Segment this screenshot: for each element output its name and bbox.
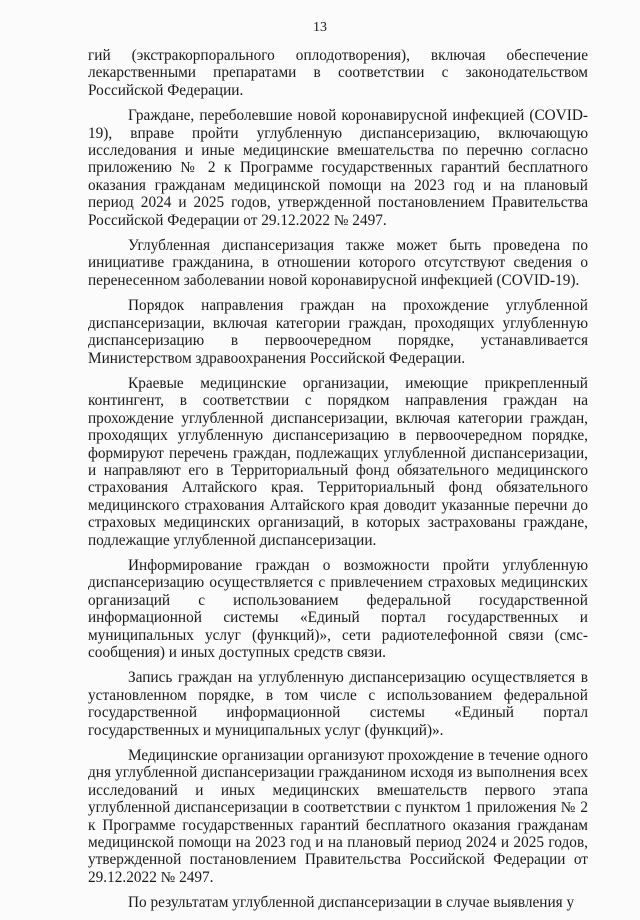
paragraph: Углубленная диспансеризация также может быть проведена по инициативе гражданина, в отношении которого отсутствуют сведения о перенесенном заболевании новой коронавирусной инфекцией (COVID-19). (88, 237, 588, 289)
paragraph: Порядок направления граждан на прохождение углубленной диспансеризации, включая категории граждан, проходящих углубленную диспансеризацию в первоочередном порядке, устанавливается Министерством здравоохранения Российской Федерации. (88, 297, 588, 367)
paragraph: Медицинские организации организуют прохождение в течение одного дня углубленной диспансеризации гражданином исходя из выполнения всех исследований и иных медицинских вмешательств первого этапа углубленной диспансеризации в соответствии с пунктом 1 приложения № 2 к Программе государственных гарантий бесплатного оказания гражданам медицинской помощи на 2023 год и на плановый период 2024 и 2025 годов, утвержденной постановлением Правительства Российской Федерации от 29.12.2022 № 2497. (88, 747, 588, 886)
body-text (88, 47, 588, 920)
paragraph: гий (экстракорпорального оплодотворения), включая обеспечение лекарственными препаратами в соответствии с законодательством Российской Федерации. (88, 47, 588, 99)
paragraph: По результатам углубленной диспансеризации в случае выявления у (128, 894, 575, 912)
paragraph: Граждане, переболевшие новой коронавирусной инфекцией (COVID-19), вправе пройти углубленную диспансеризацию, включающую исследования и иные медицинские вмешательства по перечню согласно приложению № 2 к Программе государственных гарантий бесплатного оказания гражданам медицинской помощи на 2023 год и на плановый период 2024 и 2025 годов, утвержденной постановлением Правительства Российской Федерации от 29.12.2022 № 2497. (88, 107, 588, 229)
paragraph: Краевые медицинские организации, имеющие прикрепленный контингент, в соответствии с порядком направления граждан на прохождение углубленной диспансеризации, включая категории граждан, проходящих углубленную диспансеризацию в первоочередном порядке, формируют перечень граждан, подлежащих углубленной диспансеризации, и направляют его в Территориальный фонд обязательного медицинского страхования Алтайского края. Территориальный фонд обязательного медицинского страхования Алтайского края доводит указанные перечни до страховых медицинских организаций, в которых застрахованы граждане, подлежащие углубленной диспансеризации. (88, 374, 588, 549)
page-number: 13 (313, 20, 327, 35)
paragraph: Запись граждан на углубленную диспансеризацию осуществляется в установленном порядке, в том числе с использованием федеральной государственной информационной системы «Единый портал государственных и муниципальных услуг (функций)». (88, 669, 588, 739)
paragraph: Информирование граждан о возможности пройти углубленную диспансеризацию осуществляется с привлечением страховых медицинских организаций с использованием федеральной государственной информационной системы «Единый портал государственных и муниципальных услуг (функций)», сети радиотелефонной связи (смс-сообщения) и иных доступных средств связи. (88, 556, 588, 661)
